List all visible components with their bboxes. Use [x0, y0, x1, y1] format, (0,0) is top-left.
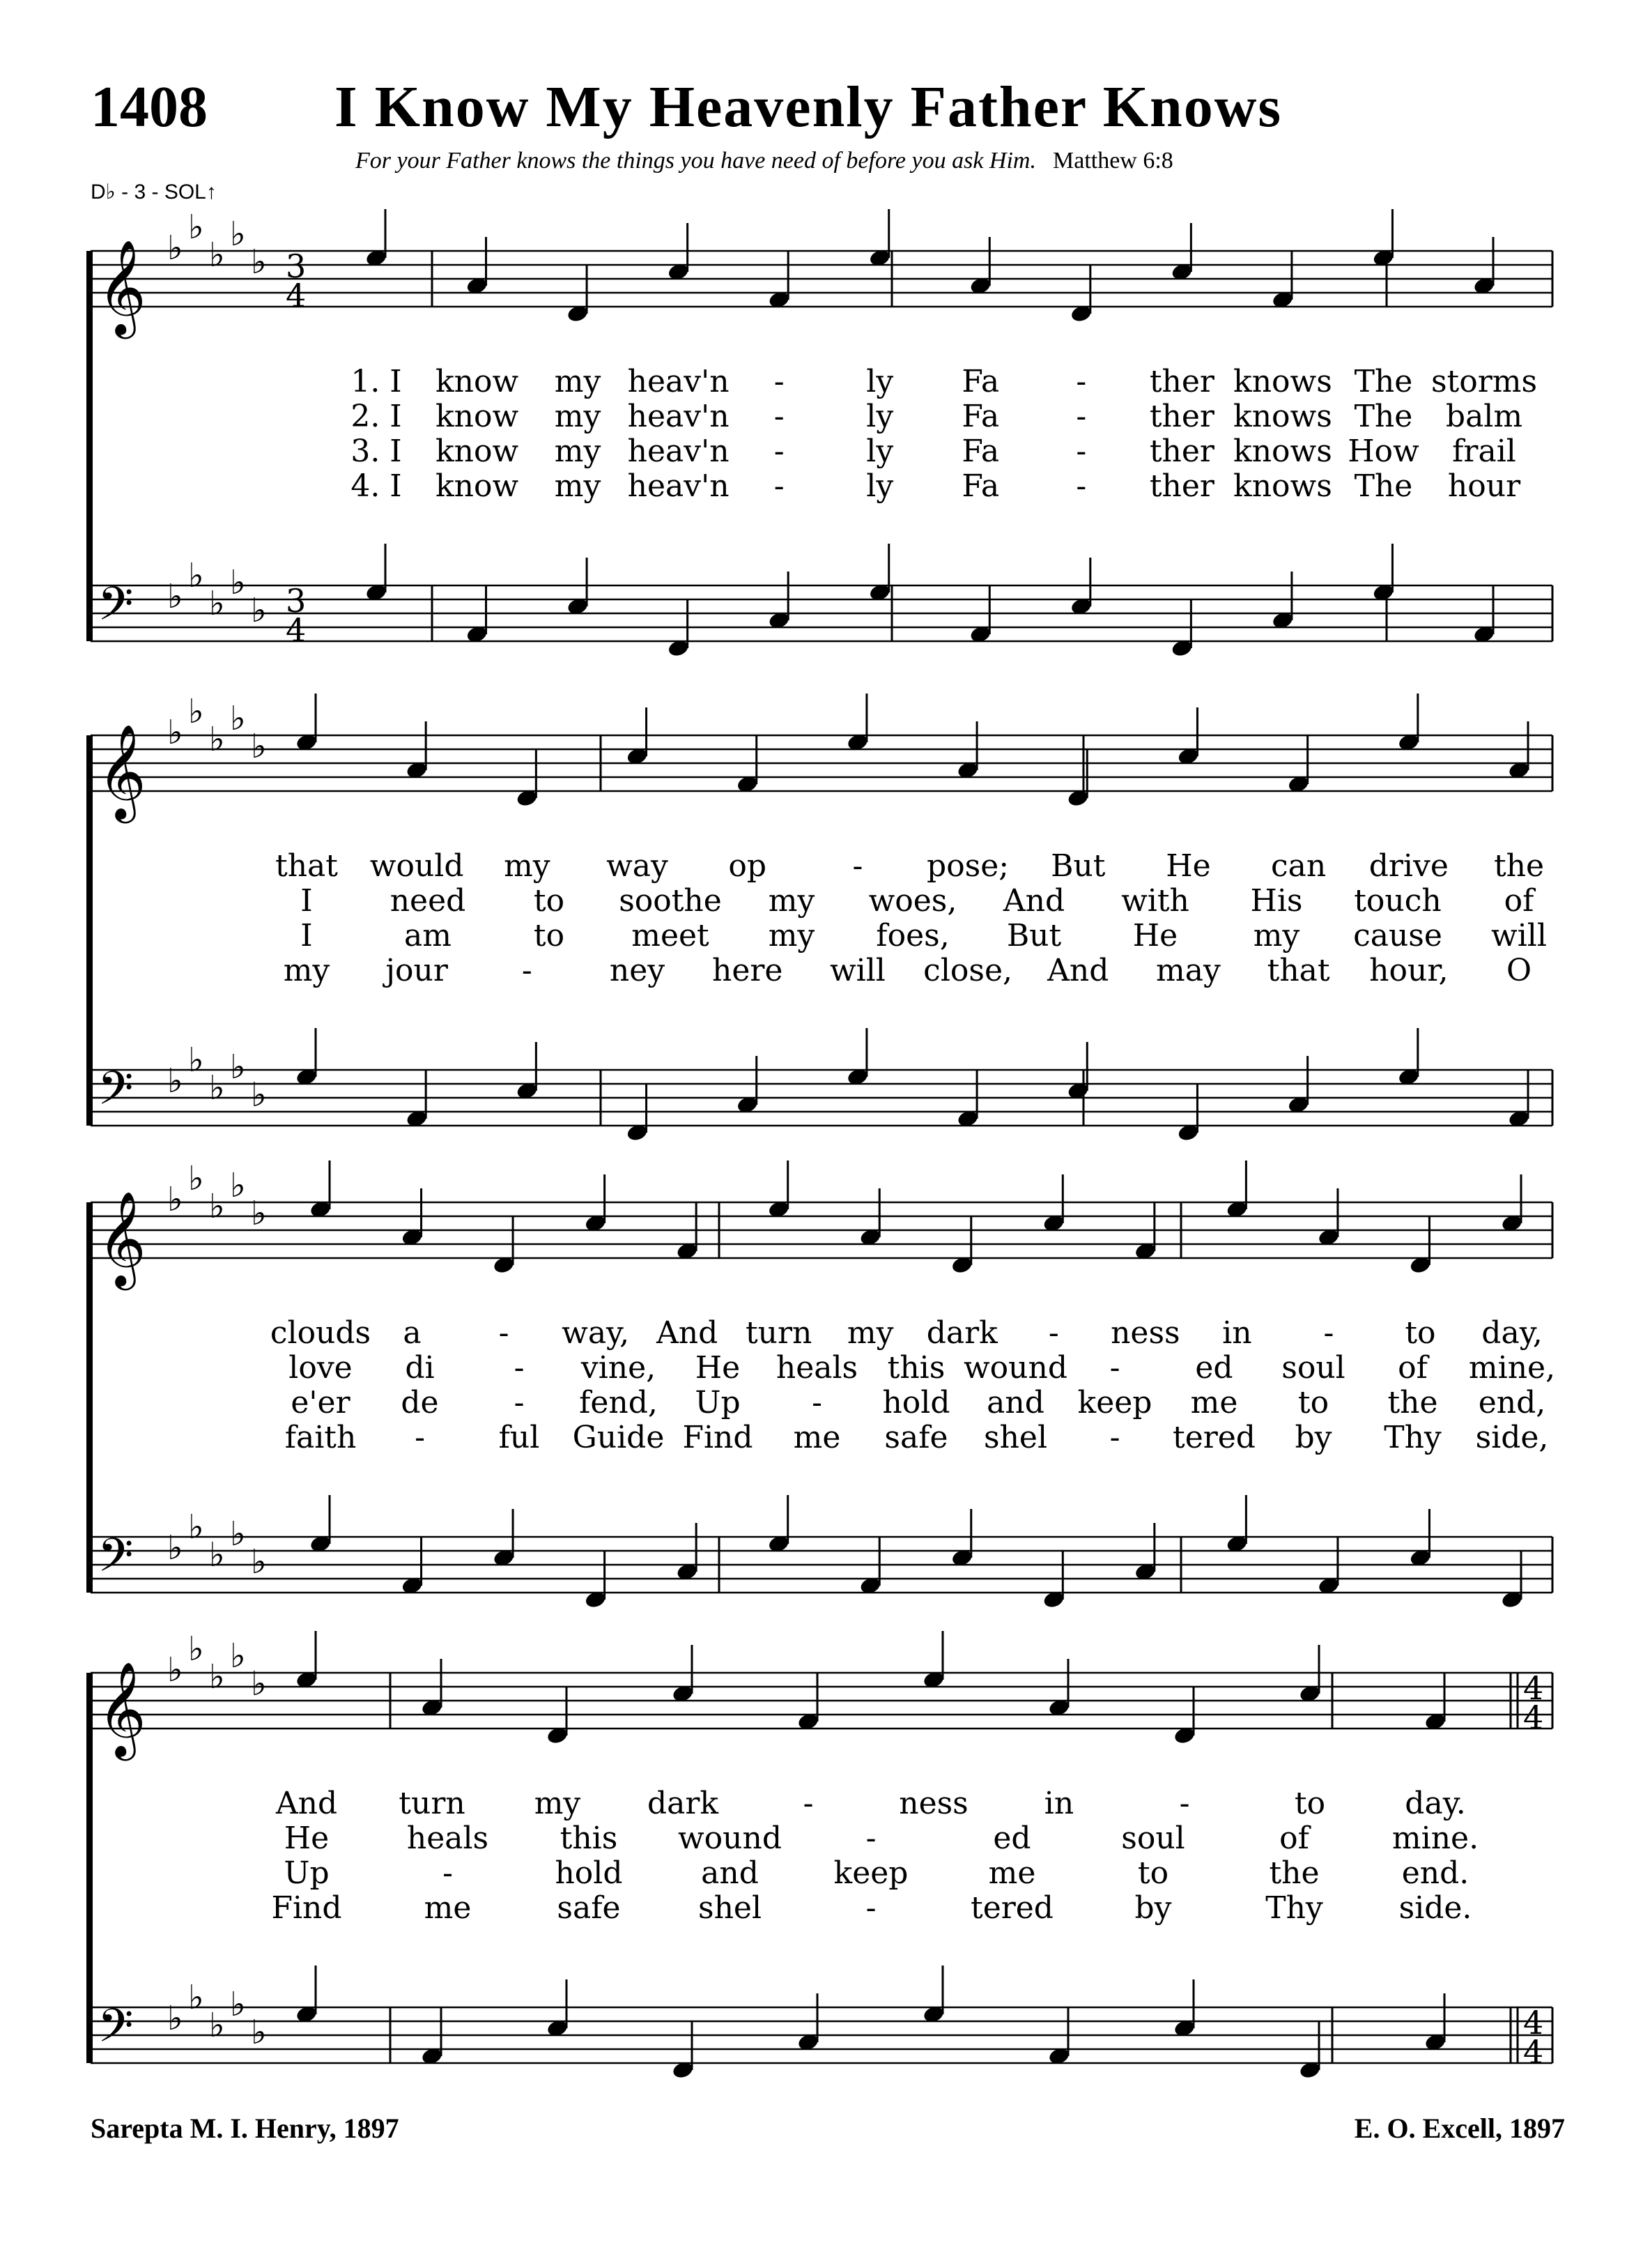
flat-icon: ♭: [209, 1187, 225, 1226]
flat-icon: ♭: [209, 1535, 225, 1574]
lyric-syllable: -: [812, 1385, 822, 1420]
verse-1-line: [0, 848, 1643, 883]
lyric-syllable: know: [435, 364, 519, 399]
lyric-syllable: am: [404, 918, 452, 953]
scripture-reference: Matthew 6:8: [1053, 148, 1173, 174]
verse-3-line: [0, 434, 1643, 468]
lyric-syllable: keep: [833, 1855, 909, 1891]
lyric-syllable: that: [275, 848, 338, 884]
flat-icon: ♭: [188, 1041, 204, 1080]
verse-2-line: [0, 883, 1643, 918]
lyric-syllable: But: [1006, 918, 1062, 953]
flat-icon: ♭: [188, 1631, 204, 1669]
bass-staff: [91, 556, 1552, 649]
lyric-syllable: But: [1051, 848, 1106, 884]
lyric-syllable: this: [560, 1821, 618, 1856]
lyric-syllable: end,: [1478, 1385, 1546, 1420]
lyric-syllable: knows: [1233, 468, 1332, 504]
lyric-syllable: drive: [1368, 848, 1449, 884]
lyric-syllable: -: [1109, 1420, 1120, 1455]
lyric-syllable: my: [504, 848, 550, 884]
hymn-number: 1408: [91, 75, 208, 139]
lyric-syllable: He: [1132, 918, 1178, 953]
lyric-syllable: dark: [926, 1315, 998, 1351]
lyric-syllable: tered: [1173, 1420, 1256, 1455]
lyric-syllable: day.: [1405, 1786, 1466, 1821]
lyric-syllable: ed: [1195, 1350, 1233, 1386]
lyric-syllable: I: [300, 883, 313, 919]
lyricist-credit: Sarepta M. I. Henry, 1897: [91, 2113, 399, 2144]
flat-icon: ♭: [251, 243, 267, 282]
lyric-syllable: 3. I: [350, 434, 402, 469]
lyric-syllable: The: [1354, 364, 1413, 399]
lyric-syllable: 1. I: [350, 364, 402, 399]
lyric-syllable: op: [728, 848, 767, 884]
lyric-syllable: turn: [745, 1315, 812, 1351]
lyric-syllable: knows: [1233, 434, 1332, 469]
lyric-syllable: ness: [899, 1786, 969, 1821]
lyric-syllable: The: [1354, 399, 1413, 434]
lyric-syllable: touch: [1354, 883, 1442, 919]
lyric-syllable: my: [768, 883, 815, 919]
flat-icon: ♭: [209, 584, 225, 623]
verse-1-line: [0, 1315, 1643, 1350]
music-system: [0, 694, 1643, 1181]
verse-1-line: [0, 364, 1643, 399]
flat-icon: ♭: [167, 1062, 183, 1101]
lyric-syllable: ney: [609, 953, 665, 988]
flat-icon: ♭: [209, 1068, 225, 1108]
lyric-syllable: way,: [562, 1315, 630, 1351]
flat-icon: ♭: [167, 1528, 183, 1568]
time-signature-numerator: 4: [1523, 1669, 1544, 1707]
lyric-syllable: faith: [284, 1420, 357, 1455]
lyric-syllable: hour,: [1369, 953, 1449, 988]
flat-icon: ♭: [188, 1508, 204, 1547]
lyric-syllable: close,: [923, 953, 1012, 988]
lyric-syllable: And: [275, 1786, 338, 1821]
bass-clef-icon: 𝄢: [98, 1062, 134, 1126]
flat-icon: ♭: [167, 229, 183, 268]
flat-icon: ♭: [230, 215, 246, 254]
flat-icon: ♭: [251, 727, 267, 766]
lyric-syllable: ly: [866, 468, 894, 504]
lyric-syllable: know: [435, 399, 519, 434]
lyric-syllable: -: [1323, 1315, 1334, 1351]
lyric-syllable: di: [405, 1350, 435, 1386]
lyric-syllable: heav'n: [627, 399, 730, 434]
lyric-syllable: by: [1295, 1420, 1332, 1455]
verse-4-line: [0, 1420, 1643, 1455]
lyric-syllable: woes,: [868, 883, 957, 919]
lyric-syllable: ly: [866, 399, 894, 434]
lyric-syllable: my: [554, 399, 601, 434]
lyric-syllable: in: [1044, 1786, 1074, 1821]
lyric-syllable: hold: [882, 1385, 950, 1420]
lyric-syllable: Find: [682, 1420, 753, 1455]
music-system: [0, 209, 1643, 697]
hymn-title: I Know My Heavenly Father Knows: [334, 75, 1283, 139]
lyric-syllable: turn: [399, 1786, 465, 1821]
flat-icon: ♭: [188, 1160, 204, 1198]
music-system: [0, 1631, 1643, 2119]
lyric-syllable: Fa: [962, 399, 1000, 434]
lyric-syllable: ther: [1149, 434, 1214, 469]
flat-icon: ♭: [230, 699, 246, 738]
lyric-syllable: ed: [993, 1821, 1031, 1856]
lyric-syllable: storms: [1430, 364, 1538, 399]
lyric-syllable: -: [498, 1315, 509, 1351]
scripture-text: For your Father knows the things you have need of before you ask Him.: [355, 148, 1036, 174]
lyric-syllable: day,: [1481, 1315, 1543, 1351]
lyric-syllable: that: [1267, 953, 1330, 988]
bass-clef-icon: 𝄢: [98, 577, 134, 642]
lyric-syllable: of: [1279, 1821, 1309, 1856]
lyric-syllable: my: [534, 1786, 581, 1821]
lyric-syllable: heals: [406, 1821, 489, 1856]
verse-4-line: [0, 1890, 1643, 1925]
lyric-syllable: de: [401, 1385, 439, 1420]
lyric-syllable: ther: [1149, 364, 1214, 399]
lyric-syllable: Fa: [962, 468, 1000, 504]
lyric-syllable: -: [865, 1890, 877, 1926]
lyric-syllable: tered: [971, 1890, 1054, 1926]
time-signature-denominator: 4: [1523, 2033, 1544, 2071]
treble-staff: [91, 1631, 1552, 1761]
lyric-syllable: ful: [498, 1420, 540, 1455]
lyric-syllable: -: [773, 468, 785, 504]
lyric-syllable: -: [1076, 399, 1087, 434]
lyric-syllable: side.: [1398, 1890, 1472, 1926]
lyric-syllable: shel: [983, 1420, 1048, 1455]
bass-clef-icon: 𝄢: [98, 1999, 134, 2064]
lyric-syllable: How: [1348, 434, 1419, 469]
lyric-syllable: my: [847, 1315, 894, 1351]
verse-1-line: [0, 1786, 1643, 1821]
lyric-syllable: will: [829, 953, 886, 988]
lyric-syllable: soul: [1121, 1821, 1185, 1856]
lyric-syllable: Guide: [572, 1420, 665, 1455]
lyric-syllable: -: [773, 434, 785, 469]
lyric-syllable: His: [1250, 883, 1303, 919]
lyric-syllable: He: [695, 1350, 741, 1386]
lyric-syllable: soul: [1281, 1350, 1345, 1386]
lyric-syllable: He: [284, 1821, 330, 1856]
lyric-syllable: in: [1222, 1315, 1252, 1351]
lyric-syllable: way: [606, 848, 668, 884]
lyric-syllable: And: [1003, 883, 1065, 919]
lyric-syllable: ly: [866, 434, 894, 469]
time-signature-denominator: 4: [286, 611, 307, 649]
flat-icon: ♭: [167, 1180, 183, 1219]
flat-icon: ♭: [209, 236, 225, 275]
lyric-syllable: of: [1504, 883, 1534, 919]
lyric-syllable: hour: [1447, 468, 1521, 504]
lyric-syllable: -: [442, 1855, 453, 1891]
lyric-syllable: knows: [1233, 364, 1332, 399]
lyric-syllable: Up: [284, 1855, 330, 1891]
lyric-syllable: I: [300, 918, 313, 953]
flat-icon: ♭: [209, 1657, 225, 1696]
lyric-syllable: this: [887, 1350, 946, 1386]
lyric-syllable: me: [424, 1890, 472, 1926]
lyric-syllable: my: [554, 468, 601, 504]
lyric-syllable: may: [1156, 953, 1221, 988]
lyric-syllable: -: [1076, 434, 1087, 469]
bass-staff: [91, 1978, 1552, 2071]
time-signature-numerator: 3: [286, 582, 307, 620]
treble-staff: [91, 694, 1552, 823]
lyric-syllable: to: [1137, 1855, 1169, 1891]
lyric-syllable: -: [773, 399, 785, 434]
lyric-syllable: to: [1405, 1315, 1436, 1351]
time-signature-denominator: 4: [286, 277, 307, 314]
lyric-syllable: O: [1506, 953, 1532, 988]
lyric-syllable: hold: [555, 1855, 623, 1891]
lyric-syllable: me: [1190, 1385, 1238, 1420]
verse-3-line: [0, 918, 1643, 953]
lyric-syllable: here: [711, 953, 783, 988]
lyric-syllable: fend,: [579, 1385, 658, 1420]
lyric-syllable: ness: [1111, 1315, 1180, 1351]
lyric-syllable: ly: [866, 364, 894, 399]
lyric-syllable: heals: [776, 1350, 858, 1386]
time-signature-numerator: 3: [286, 247, 307, 285]
flat-icon: ♭: [251, 591, 267, 630]
scripture-quote: [355, 148, 1173, 174]
lyric-syllable: -: [773, 364, 785, 399]
lyric-syllable: And: [656, 1315, 718, 1351]
lyric-syllable: safe: [884, 1420, 948, 1455]
lyric-syllable: -: [1048, 1315, 1059, 1351]
lyric-syllable: heav'n: [627, 434, 730, 469]
treble-staff: [91, 209, 1552, 339]
flat-icon: ♭: [230, 563, 246, 602]
verse-2-line: [0, 399, 1643, 434]
lyric-syllable: clouds: [270, 1315, 371, 1351]
lyric-syllable: to: [1294, 1786, 1326, 1821]
time-signature-denominator: 4: [1523, 1699, 1544, 1736]
lyric-syllable: Thy: [1384, 1420, 1442, 1455]
flat-icon: ♭: [167, 713, 183, 752]
flat-icon: ♭: [251, 1664, 267, 1703]
lyric-syllable: love: [288, 1350, 353, 1386]
lyric-syllable: -: [514, 1350, 525, 1386]
lyric-syllable: knows: [1233, 399, 1332, 434]
lyric-syllable: ther: [1149, 399, 1214, 434]
lyric-syllable: mine.: [1391, 1821, 1479, 1856]
lyric-syllable: will: [1491, 918, 1547, 953]
flat-icon: ♭: [188, 556, 204, 595]
time-signature-numerator: 4: [1523, 2004, 1544, 2041]
lyric-syllable: vine,: [580, 1350, 656, 1386]
flat-icon: ♭: [230, 1637, 246, 1676]
flat-icon: ♭: [188, 1978, 204, 2017]
lyric-syllable: -: [803, 1786, 814, 1821]
lyric-syllable: -: [865, 1821, 877, 1856]
lyric-syllable: pose;: [927, 848, 1010, 884]
flat-icon: ♭: [251, 2013, 267, 2052]
lyric-syllable: -: [1109, 1350, 1120, 1386]
lyric-syllable: -: [1179, 1786, 1190, 1821]
verse-3-line: [0, 1855, 1643, 1890]
treble-clef-icon: 𝄞: [98, 1660, 146, 1756]
lyric-syllable: Up: [695, 1385, 741, 1420]
flat-icon: ♭: [167, 577, 183, 616]
lyric-syllable: end.: [1401, 1855, 1470, 1891]
lyric-syllable: and: [701, 1855, 759, 1891]
lyric-syllable: -: [514, 1385, 525, 1420]
flat-icon: ♭: [209, 720, 225, 759]
lyric-syllable: safe: [557, 1890, 621, 1926]
lyric-syllable: The: [1354, 468, 1413, 504]
lyric-syllable: can: [1271, 848, 1327, 884]
lyric-syllable: meet: [631, 918, 709, 953]
flat-icon: ♭: [209, 2006, 225, 2045]
lyric-syllable: -: [852, 848, 863, 884]
verse-2-line: [0, 1821, 1643, 1855]
treble-clef-icon: 𝄞: [98, 238, 146, 335]
lyric-syllable: know: [435, 434, 519, 469]
lyric-syllable: ther: [1149, 468, 1214, 504]
lyric-syllable: a: [403, 1315, 422, 1351]
lyric-syllable: 4. I: [350, 468, 402, 504]
flat-icon: ♭: [251, 1194, 267, 1233]
treble-clef-icon: 𝄞: [98, 723, 146, 819]
lyric-syllable: to: [1297, 1385, 1329, 1420]
lyric-syllable: shel: [697, 1890, 762, 1926]
treble-clef-icon: 𝄞: [98, 1190, 146, 1286]
lyric-syllable: jour: [385, 953, 448, 988]
verse-4-line: [0, 953, 1643, 988]
lyric-syllable: me: [988, 1855, 1036, 1891]
lyric-syllable: -: [1076, 468, 1087, 504]
lyric-syllable: side,: [1475, 1420, 1549, 1455]
lyric-syllable: Fa: [962, 434, 1000, 469]
lyric-syllable: keep: [1077, 1385, 1152, 1420]
lyric-syllable: my: [554, 364, 601, 399]
flat-icon: ♭: [188, 694, 204, 731]
lyric-syllable: He: [1166, 848, 1211, 884]
lyric-syllable: -: [521, 953, 532, 988]
lyric-syllable: me: [793, 1420, 841, 1455]
lyric-syllable: heav'n: [627, 364, 730, 399]
flat-icon: ♭: [230, 1515, 246, 1554]
lyric-syllable: soothe: [619, 883, 722, 919]
lyric-syllable: foes,: [876, 918, 950, 953]
flat-icon: ♭: [251, 1542, 267, 1581]
verse-2-line: [0, 1350, 1643, 1385]
lyric-syllable: my: [283, 953, 330, 988]
lyric-syllable: mine,: [1468, 1350, 1556, 1386]
lyric-syllable: the: [1269, 1855, 1320, 1891]
lyric-syllable: -: [415, 1420, 425, 1455]
lyric-syllable: know: [435, 468, 519, 504]
composer-credit: E. O. Excell, 1897: [1354, 2113, 1565, 2144]
lyric-syllable: e'er: [291, 1385, 350, 1420]
lyric-syllable: wound: [678, 1821, 782, 1856]
lyric-syllable: 2. I: [350, 399, 402, 434]
lyric-syllable: my: [768, 918, 815, 953]
flat-icon: ♭: [230, 1985, 246, 2024]
lyric-syllable: the: [1387, 1385, 1438, 1420]
lyric-syllable: need: [389, 883, 466, 919]
lyric-syllable: to: [533, 883, 565, 919]
lyric-syllable: to: [533, 918, 565, 953]
bass-staff: [91, 1041, 1552, 1126]
lyric-syllable: frail: [1452, 434, 1516, 469]
lyric-syllable: balm: [1445, 399, 1523, 434]
lyric-syllable: and: [987, 1385, 1044, 1420]
lyric-syllable: cause: [1353, 918, 1442, 953]
lyric-syllable: Thy: [1265, 1890, 1323, 1926]
lyric-syllable: the: [1493, 848, 1545, 884]
lyric-syllable: my: [1253, 918, 1300, 953]
lyric-syllable: would: [369, 848, 464, 884]
lyric-syllable: by: [1134, 1890, 1172, 1926]
music-system: [0, 1160, 1643, 1648]
verse-4-line: [0, 468, 1643, 503]
lyric-syllable: heav'n: [627, 468, 730, 504]
bass-clef-icon: 𝄢: [98, 1528, 134, 1593]
key-indicator: D♭ - 3 - SOL↑: [91, 181, 217, 204]
flat-icon: ♭: [230, 1166, 246, 1205]
treble-staff: [91, 1160, 1552, 1290]
flat-icon: ♭: [230, 1048, 246, 1087]
lyric-syllable: And: [1047, 953, 1109, 988]
flat-icon: ♭: [167, 1650, 183, 1689]
lyric-syllable: wound: [964, 1350, 1067, 1386]
flat-icon: ♭: [167, 1999, 183, 2038]
flat-icon: ♭: [188, 209, 204, 247]
lyric-syllable: Fa: [962, 364, 1000, 399]
lyric-syllable: of: [1398, 1350, 1428, 1386]
lyric-syllable: my: [554, 434, 601, 469]
lyric-syllable: with: [1121, 883, 1189, 919]
lyric-syllable: -: [1076, 364, 1087, 399]
lyric-syllable: dark: [647, 1786, 719, 1821]
flat-icon: ♭: [251, 1075, 267, 1114]
verse-3-line: [0, 1385, 1643, 1420]
lyric-syllable: Find: [271, 1890, 342, 1926]
